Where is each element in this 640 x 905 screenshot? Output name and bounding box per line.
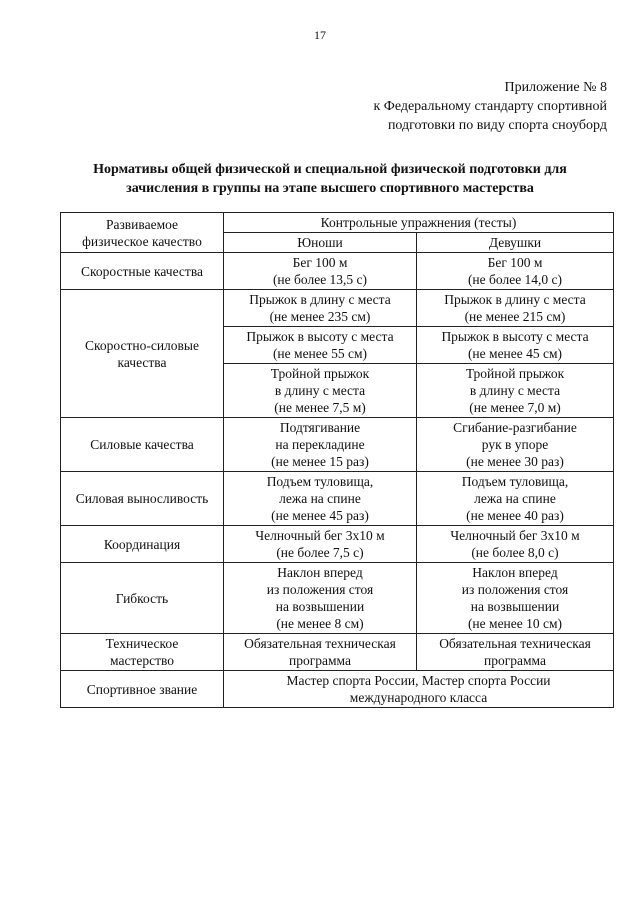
norm-line: Челночный бег 3х10 м <box>450 528 580 543</box>
quality-cell: Силовые качества <box>61 418 224 472</box>
appendix-line: подготовки по виду спорта сноуборд <box>387 118 607 133</box>
norm-line: из положения стоя <box>461 582 569 597</box>
header-quality-line: физическое качество <box>82 233 202 249</box>
girls-norm-cell <box>417 364 614 418</box>
norm-line: Подъем туловища, <box>461 474 569 489</box>
norm-line: Наклон вперед <box>472 565 558 580</box>
table-row <box>61 472 614 526</box>
table-row <box>61 418 614 472</box>
quality-line: Техническое <box>105 636 179 651</box>
quality-cell <box>61 290 224 418</box>
norm-line: (не более 7,5 с) <box>276 545 364 560</box>
norm-line: Подтягивание <box>279 420 361 435</box>
norm-line: (не менее 7,0 м) <box>469 400 561 415</box>
norm-line: Наклон вперед <box>277 565 363 580</box>
norm-line: (не менее 215 см) <box>464 309 566 324</box>
norm-line: Бег 100 м <box>487 255 543 270</box>
title-line: Нормативы общей физической и специальной физической подготовки для <box>93 162 567 177</box>
quality-cell: Спортивное звание <box>61 671 224 708</box>
quality-cell: Гибкость <box>61 563 224 634</box>
norm-line: из положения стоя <box>266 582 374 597</box>
rank-line: международного класса <box>349 690 488 705</box>
norm-line: Бег 100 м <box>292 255 348 270</box>
norm-line: Обязательная техническая <box>439 636 591 651</box>
norm-line: (не менее 30 раз) <box>466 454 564 469</box>
norm-line: программа <box>289 653 351 668</box>
appendix-line: Приложение № 8 <box>504 80 607 95</box>
quality-line: качества <box>117 354 167 370</box>
boys-norm-cell <box>224 634 417 671</box>
page-number: 17 <box>314 28 326 42</box>
rank-line: Мастер спорта России, Мастер спорта России <box>286 673 551 688</box>
norm-line: Прыжок в высоту с места <box>246 329 394 344</box>
document-title <box>60 160 600 198</box>
boys-norm-cell <box>224 526 417 563</box>
header-tests-cell: Контрольные упражнения (тесты) <box>224 213 614 233</box>
girls-norm-cell <box>417 472 614 526</box>
header-girls-cell: Девушки <box>417 233 614 253</box>
quality-cell: Скоростные качества <box>61 253 224 290</box>
norm-line: (не менее 40 раз) <box>466 508 564 523</box>
norm-line: (не менее 55 см) <box>272 346 368 361</box>
appendix-line: к Федеральному стандарту спортивной <box>373 99 607 114</box>
boys-norm-cell <box>224 418 417 472</box>
header-quality-line: Развиваемое <box>105 216 179 232</box>
norm-line: Обязательная техническая <box>244 636 396 651</box>
norm-line: (не менее 10 см) <box>467 616 563 631</box>
norm-line: (не более 14,0 с) <box>467 272 563 287</box>
quality-cell <box>61 634 224 671</box>
girls-norm-cell <box>417 253 614 290</box>
boys-norm-cell <box>224 364 417 418</box>
boys-norm-cell <box>224 327 417 364</box>
boys-norm-cell <box>224 290 417 327</box>
norm-line: на возвышении <box>275 599 365 614</box>
norm-line: Тройной прыжок <box>465 366 565 381</box>
norms-table <box>60 212 614 708</box>
norm-line: на перекладине <box>275 437 365 452</box>
table-row <box>61 253 614 290</box>
table-row <box>61 290 614 327</box>
boys-norm-cell <box>224 253 417 290</box>
norm-line: лежа на спине <box>474 491 556 506</box>
header-row <box>61 213 614 233</box>
boys-norm-cell <box>224 563 417 634</box>
norm-line: (не менее 8 см) <box>276 616 364 631</box>
header-boys-cell: Юноши <box>224 233 417 253</box>
norm-line: лежа на спине <box>279 491 361 506</box>
norm-line: (не менее 45 см) <box>467 346 563 361</box>
quality-line: Скоростно-силовые <box>85 337 199 353</box>
norm-line: Прыжок в длину с места <box>249 292 391 307</box>
header-quality-cell <box>61 213 224 253</box>
title-line: зачисления в группы на этапе высшего спортивного мастерства <box>126 181 534 196</box>
norm-line: (не более 8,0 с) <box>471 545 559 560</box>
quality-cell: Координация <box>61 526 224 563</box>
appendix-note <box>373 78 607 135</box>
table-row <box>61 563 614 634</box>
girls-norm-cell <box>417 526 614 563</box>
norm-line: Челночный бег 3х10 м <box>255 528 385 543</box>
quality-line: мастерство <box>110 653 174 668</box>
table-row <box>61 634 614 671</box>
norm-line: программа <box>484 653 546 668</box>
norm-line: рук в упоре <box>481 437 549 452</box>
girls-norm-cell <box>417 327 614 364</box>
norm-line: Подъем туловища, <box>266 474 374 489</box>
norm-line: Прыжок в высоту с места <box>441 329 589 344</box>
norm-line: (не менее 235 см) <box>269 309 371 324</box>
norm-line: (не более 13,5 с) <box>272 272 368 287</box>
table-row <box>61 526 614 563</box>
norm-line: (не менее 7,5 м) <box>274 400 366 415</box>
boys-norm-cell <box>224 472 417 526</box>
norm-line: (не менее 15 раз) <box>271 454 369 469</box>
norm-line: Тройной прыжок <box>270 366 370 381</box>
norm-line: (не менее 45 раз) <box>271 508 369 523</box>
girls-norm-cell <box>417 563 614 634</box>
quality-cell: Силовая выносливость <box>61 472 224 526</box>
rank-cell <box>224 671 614 708</box>
norm-line: на возвышении <box>470 599 560 614</box>
norm-line: Сгибание-разгибание <box>453 420 577 435</box>
norm-line: в длину с места <box>274 383 366 398</box>
norm-line: в длину с места <box>469 383 561 398</box>
girls-norm-cell <box>417 418 614 472</box>
table-row <box>61 671 614 708</box>
girls-norm-cell <box>417 634 614 671</box>
norm-line: Прыжок в длину с места <box>444 292 586 307</box>
girls-norm-cell <box>417 290 614 327</box>
